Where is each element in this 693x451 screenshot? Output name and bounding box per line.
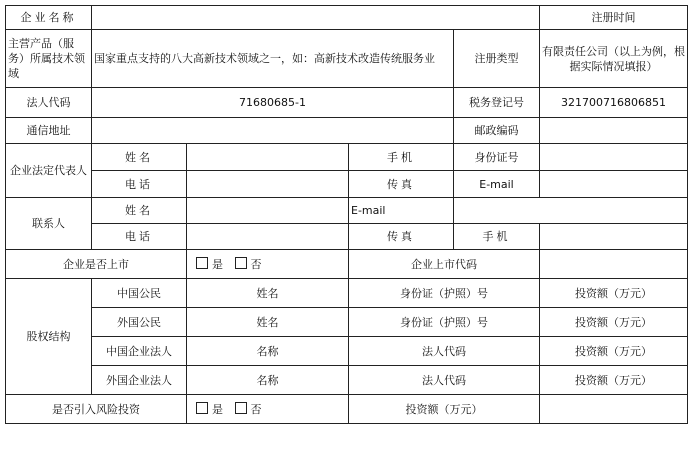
legal-rep-phone-label: 电话 — [92, 171, 187, 198]
foreign-citizen-passport-label: 身份证（护照）号 — [349, 308, 540, 337]
main-product-label: 主营产品（服务）所属技术领域 — [6, 30, 92, 88]
tax-reg-label: 税务登记号 — [454, 88, 540, 118]
foreign-citizen-name-label: 姓名 — [187, 308, 349, 337]
legal-rep-email-field[interactable] — [540, 171, 688, 198]
reg-type-value[interactable]: 有限责任公司（以上为例，根据实际情况填报） — [540, 30, 688, 88]
cn-corp-label: 中国企业法人 — [92, 337, 187, 366]
legal-rep-label: 企业法定代表人 — [6, 144, 92, 198]
company-name-field[interactable] — [92, 6, 540, 30]
foreign-citizen-label: 外国公民 — [92, 308, 187, 337]
address-label: 通信地址 — [6, 118, 92, 144]
reg-type-label: 注册类型 — [454, 30, 540, 88]
main-product-value[interactable]: 国家重点支持的八大高新技术领域之一，如：高新技术改造传统服务业 — [92, 30, 454, 88]
cn-citizen-label: 中国公民 — [92, 279, 187, 308]
listed-code-label: 企业上市代码 — [349, 250, 540, 279]
contact-mobile-field[interactable] — [540, 224, 688, 250]
cn-corp-code-label: 法人代码 — [349, 337, 540, 366]
listed-no-label: 否 — [250, 257, 262, 271]
foreign-corp-code-label: 法人代码 — [349, 366, 540, 395]
legal-code-label: 法人代码 — [6, 88, 92, 118]
venture-invest-label: 投资额（万元） — [349, 395, 540, 424]
is-listed-options — [187, 250, 349, 279]
listed-yes-label: 是 — [212, 257, 223, 271]
venture-label: 是否引入风险投资 — [6, 395, 187, 424]
legal-rep-email-label: E-mail — [454, 171, 540, 198]
company-name-label: 企业名称 — [6, 6, 92, 30]
cn-corp-invest-label: 投资额（万元） — [540, 337, 688, 366]
contact-phone-label: 电话 — [92, 224, 187, 250]
postcode-field[interactable] — [540, 118, 688, 144]
listed-yes-checkbox[interactable] — [196, 257, 208, 269]
legal-rep-name-label: 姓名 — [92, 144, 187, 171]
foreign-corp-invest-label: 投资额（万元） — [540, 366, 688, 395]
listed-no-checkbox[interactable] — [235, 257, 247, 269]
equity-label: 股权结构 — [6, 279, 92, 395]
contact-phone-field[interactable] — [187, 224, 349, 250]
contact-name-label: 姓名 — [92, 198, 187, 224]
legal-rep-mobile-label: 手机 — [349, 144, 454, 171]
venture-invest-field[interactable] — [540, 395, 688, 424]
legal-rep-id-label: 身份证号 — [454, 144, 540, 171]
listed-code-field[interactable] — [540, 250, 688, 279]
enterprise-info-form — [5, 5, 688, 424]
contact-email-label: E-mail — [349, 198, 454, 224]
contact-mobile-label: 手机 — [454, 224, 540, 250]
contact-fax-label: 传真 — [349, 224, 454, 250]
legal-code-value[interactable]: 71680685-1 — [92, 88, 454, 118]
legal-rep-phone-field[interactable] — [187, 171, 349, 198]
venture-yes-label: 是 — [212, 402, 223, 416]
cn-corp-name-label: 名称 — [187, 337, 349, 366]
foreign-corp-name-label: 名称 — [187, 366, 349, 395]
legal-rep-fax-label: 传真 — [349, 171, 454, 198]
reg-time-label: 注册时间 — [540, 6, 688, 30]
foreign-corp-label: 外国企业法人 — [92, 366, 187, 395]
tax-reg-value[interactable]: 321700716806851 — [540, 88, 688, 118]
contact-email-field[interactable] — [454, 198, 688, 224]
address-field[interactable] — [92, 118, 454, 144]
cn-citizen-invest-label: 投资额（万元） — [540, 279, 688, 308]
contact-name-field[interactable] — [187, 198, 349, 224]
venture-no-label: 否 — [250, 402, 262, 416]
foreign-citizen-invest-label: 投资额（万元） — [540, 308, 688, 337]
is-listed-label: 企业是否上市 — [6, 250, 187, 279]
contact-label: 联系人 — [6, 198, 92, 250]
legal-rep-id-field[interactable] — [540, 144, 688, 171]
cn-citizen-name-label: 姓名 — [187, 279, 349, 308]
venture-no-checkbox[interactable] — [235, 402, 247, 414]
legal-rep-name-field[interactable] — [187, 144, 349, 171]
postcode-label: 邮政编码 — [454, 118, 540, 144]
venture-yes-checkbox[interactable] — [196, 402, 208, 414]
cn-citizen-passport-label: 身份证（护照）号 — [349, 279, 540, 308]
venture-options — [187, 395, 349, 424]
